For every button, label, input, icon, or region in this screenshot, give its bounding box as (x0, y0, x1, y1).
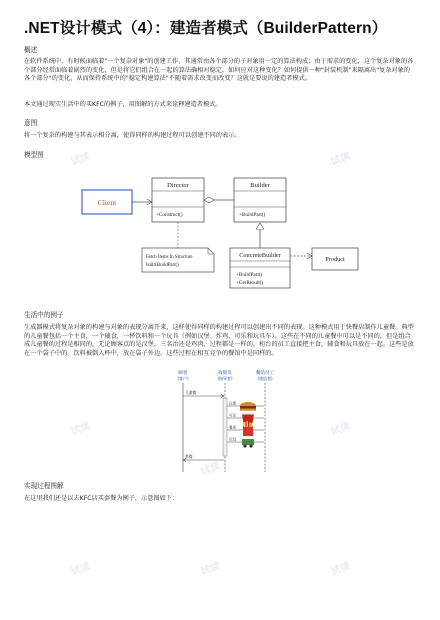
meal-return-label: 套餐 (185, 454, 193, 459)
life-example-heading: 生活中的例子 (24, 311, 64, 319)
product-class (312, 248, 358, 270)
client-label: Client (97, 198, 117, 207)
cashier-column-role: (指导者) (217, 376, 233, 381)
note-line-1: Fetch Items In Structure (146, 255, 193, 260)
implementation-heading: 实现过程图解 (24, 482, 64, 490)
burger-icon (240, 402, 256, 411)
watermark: 试读 (69, 560, 92, 578)
order-message-label: 儿童餐 (185, 390, 197, 395)
client-node (82, 190, 132, 214)
uml-class-diagram (80, 160, 360, 290)
watermark: 试读 (329, 150, 352, 168)
model-heading: 模型图 (24, 151, 44, 159)
example-intro-paragraph: 本文通过现实生活中的买KFC的例子，用图解的方式来诠释建造者模式。 (24, 101, 222, 108)
builder-method: +BuildPart() (239, 212, 266, 218)
fries-icon (243, 421, 253, 436)
life-example-paragraph: 生成器模式将复杂对象的构建与对象的表现分离开来，这样使得同样的构建过程可以创建出不同的表现。这种模式用于快餐店制作儿童餐。典型的儿童餐包括一个主食，一个辅食，一杯饮料和一个玩具（例如汉堡、炸鸡、可乐和玩具车）。这些在不同的儿童餐中可以是不同的，但是组合成儿童餐的过程是相同的。无论顾客点的是汉堡，三名治还是鸡肉，过程都是一样的。柜台的员工直接把主食，辅食和玩具放在一起。这些是放在一个袋子中的。饮料被倒入杯中，放在袋子外边。这些过程在相互竞争的餐馆中是同样的。 (24, 324, 414, 357)
step-message-1-label: 汉堡 (229, 401, 237, 406)
concrete-builder-class (230, 248, 290, 288)
watermark: 试读 (69, 420, 92, 438)
staff-column-role: (建造者) (257, 376, 273, 381)
note-box (142, 248, 214, 272)
step-message-2-label: 可乐 (229, 413, 237, 418)
builder-class (234, 178, 286, 222)
kfc-sequence-illustration (165, 368, 285, 474)
intent-heading: 意图 (24, 119, 38, 127)
note-line-2: build.BuildPart() (146, 263, 179, 268)
product-name: Product (325, 256, 345, 263)
concrete-builder-method-2: +GetResult() (236, 280, 264, 286)
concrete-builder-name: ConcreteBuilder (239, 252, 281, 259)
intent-paragraph: 将一个复杂的构建与其表示相分离，使得同样的构建过程可以创建不同的表示。 (24, 132, 241, 139)
watermark: 试读 (329, 420, 352, 438)
cashier-column-title: 收银员 (218, 371, 232, 376)
watermark: 试读 (329, 560, 352, 578)
staff-column-title: 餐馆员工 (255, 371, 275, 376)
director-class (152, 178, 204, 222)
customer-column-role: (客户) (177, 376, 189, 381)
watermark: 试读 (69, 150, 92, 168)
implementation-paragraph: 在这里我们还是以去KFC店买套餐为例子，示意图如下： (24, 495, 179, 502)
construct-note (142, 248, 214, 272)
aggregation-diamond (204, 197, 214, 203)
builder-name: Builder (250, 182, 270, 189)
overview-paragraph: 在软件系统中，有时候面临着"一个复杂对象"的创建工作，其通常由各个部分的子对象用一定的算法构成；由于需求的变化，这个复杂对象的各个部分经常面临着剧烈的变化，但是将它们组合在一起的算法确相对稳定。如何应对这种变化？如何提供一种"封装机制"来隔离出"复杂对象的各个部分"的变化，从而保持系统中的"稳定构建算法"不随着需求改变而改变？这就是要说的建造者模式。 (24, 58, 414, 83)
overview-heading: 概述 (24, 46, 38, 54)
cashier-activation (223, 398, 227, 456)
toy-icon (242, 439, 254, 448)
director-method: +Construct() (156, 212, 183, 218)
page-title: .NET设计模式（4）：建造者模式（BuilderPattern） (24, 20, 388, 37)
watermark: 试读 (199, 560, 222, 578)
director-name: Director (167, 182, 189, 189)
concrete-builder-method-1: +BuildPart() (236, 272, 263, 278)
step-message-3-label: 薯条 (229, 425, 237, 430)
step-message-4-label: 玩具 (229, 437, 237, 442)
watermark: 试读 (199, 460, 222, 478)
customer-column-title: 顾客 (178, 371, 188, 376)
